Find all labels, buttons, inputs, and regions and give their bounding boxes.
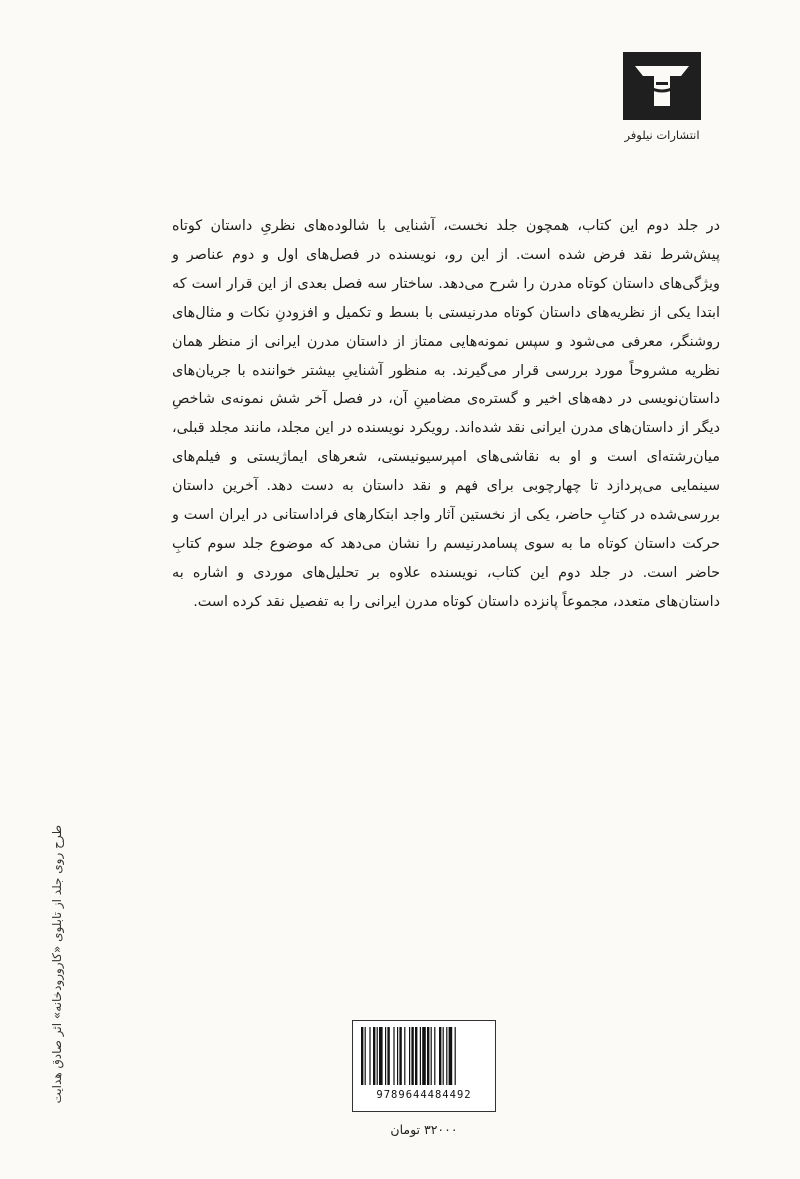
publisher-name: انتشارات نیلوفر: [624, 128, 700, 142]
barcode-bars: [359, 1027, 489, 1087]
barcode: [352, 1020, 496, 1112]
barcode-block: [352, 1020, 496, 1137]
price-label: ۳۲۰۰۰ تومان: [390, 1122, 458, 1137]
publisher-logo-icon: [623, 52, 701, 120]
blurb-paragraph: در جلد دوم این کتاب، همچون جلد نخست، آشنایی با شالوده‌های نظریِ داستان کوتاه پیش‌شرط نقد فرض شده است. از این رو، نویسنده در فصل‌های اول و دوم عناصر و ویژگی‌های داستان کوتاه مدرن را شرح می‌دهد. ساختار سه فصل بعدی از این قرار است که ابتدا یکی از نظریه‌های داستان کوتاه مدرنیستی با بسط و تکمیل و افزودنِ نکات و مثال‌های روشنگر، معرفی می‌شود و سپس نمونه‌هایی ممتاز از داستان مدرن ایرانی از منظر همان نظریه مشروحاً مورد بررسی قرار می‌گیرند. به منظور آشناییِ بیشتر خواننده با جریان‌های داستان‌نویسی در دهه‌های اخیر و گستره‌ی مضامینِ آن، در فصل آخر شش نمونه‌ی شاخصِ دیگر از داستان‌های مدرن ایرانی نقد شده‌اند. رویکرد نویسنده در این مجلد، مانند مجلد قبلی، میان‌رشته‌ای است و او به نقاشی‌های امپرسیونیستی، شعرهای ایماژیستی و فیلم‌های سینمایی می‌پردازد تا چهارچوبی برای فهم و نقد داستان به دست دهد. آخرین داستان بررسی‌شده در کتابِ حاضر، یکی از نخستین آثار واجد ابتکارهای فراداستانی در ایران است و حرکت داستان کوتاه ما به سوی پسامدرنیسم را نشان می‌دهد که موضوع جلد سوم کتابِ حاضر است. در جلد دوم این کتاب، نویسنده علاوه بر تحلیل‌های موردی و اشاره به داستان‌های متعدد، مجموعاً پانزده داستان کوتاه مدرن ایرانی را به تفصیل نقد کرده است.: [172, 218, 720, 610]
isbn-number: 9789644484492: [376, 1089, 472, 1101]
blurb-text: [172, 212, 720, 617]
publisher-logo: [612, 52, 712, 142]
cover-credit: طرح روی جلد از تابلوی «کارورو‌دخانه» اثر صادق هدایت: [50, 825, 64, 1104]
